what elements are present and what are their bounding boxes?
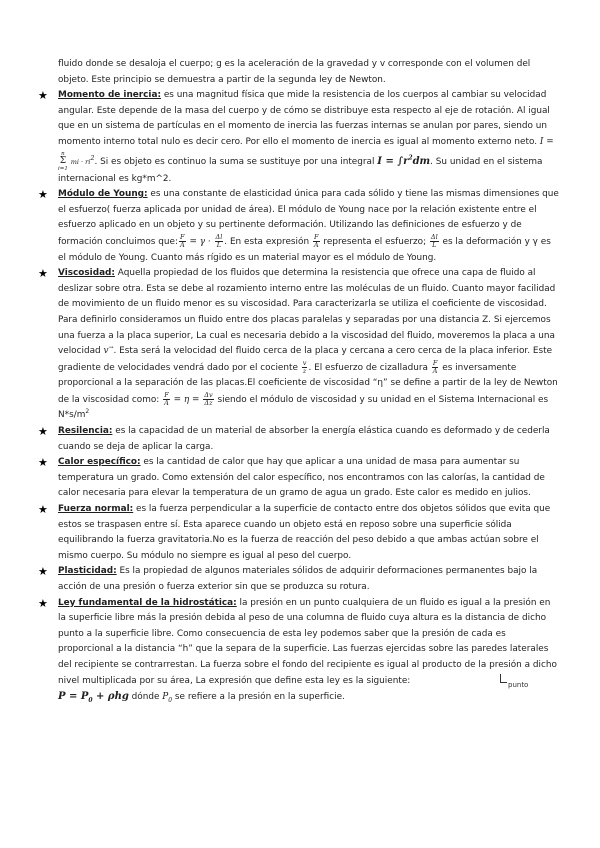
star-bullet-icon: ★ xyxy=(38,503,48,517)
term-heading: Resilencia: xyxy=(58,426,113,437)
list-item: ★ Fuerza normal: es la fuerza perpendicular a la superficie de contacto entre dos objetos sólidos que evita que estos se traspasen entre sí. Esta aparece cuando un objeto está en reposo sobre una superficie sólida equilibrando la fuerza gravitatoria.No es la fuerza de reacción del peso debido a que ambas actúan sobre el mismo cuerpo. Su módulo no siempre es igual al peso del cuerpo. xyxy=(38,503,551,561)
formula-inertia: I = n Σ i=1 mi · $ri^2$ xyxy=(58,136,554,172)
star-bullet-icon: ★ xyxy=(38,425,48,439)
list-item: ★ Ley fundamental de la hidrostática: la presión en un punto cualquiera de un fluido es igual a la presión en la superficie libre más la presión debida al peso de una columna de fluido cuya altura es la distancia de dicho punto a la superficie libre. Como consecuencia de esta ley podemos saber que la presión de cada es proporcional a la distancia “h” que la separa de la superficie. Las fuerzas ejercidas sobre las paredes laterales del recipiente se contrarrestan. La fuerza sobre el fondo del recipiente es igual al producto de la presión a dicho nivel multiplicada por su área, La expresión que define esta ley es la siguiente: $P = P_0 + \rho hg$ dónde $P_0$ se refiere a la presión en la superficie. xyxy=(38,596,557,705)
summation-symbol: n Σ i=1 xyxy=(58,150,68,172)
handwritten-annotation: punto xyxy=(508,681,529,689)
fraction: $\frac{F}{A}$ xyxy=(313,232,319,249)
term-heading: Módulo de Young: xyxy=(58,189,148,200)
definition-list xyxy=(38,88,560,706)
fraction: $\frac{F}{A}$ xyxy=(179,232,185,249)
star-bullet-icon: ★ xyxy=(38,188,48,202)
list-item: ★ Calor específico: es la cantidad de calor que hay que aplicar a una unidad de masa para aumentar su temperatura un grado. Como extensión del calor específico, nos encontramos con las calorías, la cantidad de calor necesaria para elevar la temperatura de un gramo de agua un grado. Este calor es medido en julios. xyxy=(38,456,545,499)
term-heading: Calor específico: xyxy=(58,457,141,468)
term-heading: Momento de inercia: xyxy=(58,90,162,101)
intro-paragraph: fluido donde se desaloja el cuerpo; g es la aceleración de la gravedad y v corresponde con el volumen del objeto. Este principio se demuestra a partir de la segunda ley de Newton. xyxy=(58,59,531,85)
fraction: $\frac{\Delta v}{\Delta z}$ xyxy=(204,390,213,407)
list-item: ★ Módulo de Young: es una constante de elasticidad única para cada sólido y tiene las mismas dimensiones que el esfuerzo( fuerza aplicada por unidad de área). El módulo de Young nace por la relación existente entre el esfuerzo aplicado en un objeto y su pertinente deformación. Utilizando las definiciones de esfuerzo y de formación concluimos que: $\frac{F}{A}$ = γ · $\frac{\Delta l}{L}$ . En esta expresión $\frac{F}{A}$ representa el esfuerzo; $\frac{\Delta l}{L}$ es la deformación y γ es el módulo de Young. Cuanto más rígido es un material mayor es el módulo de Young. xyxy=(38,188,559,263)
term-heading: Fuerza normal: xyxy=(58,504,134,515)
star-bullet-icon: ★ xyxy=(38,565,48,579)
fraction: $\frac{\Delta l}{L}$ xyxy=(430,232,438,249)
term-heading: Viscosidad: xyxy=(58,268,115,279)
list-item: ★ Momento de inercia: es una magnitud física que mide la resistencia de los cuerpos al cambiar su velocidad angular. Este depende de la masa del cuerpo y de cómo se distribuye esta respecto al eje de rotación. Al igual que en un sistema de partículas en el momento de inercia las fuerzas internas se anulan por pares, siendo un momento interno total nulo es decir cero. Por ello el momento de inercia es igual al momento externo neto. I = n Σ i=1 mi · $ri^2$. Si es objeto es continuo la suma se sustituye por una integral $I = \int r^2dm$. Su unidad en el sistema internacional es kg*m^2. xyxy=(38,89,554,184)
fraction: $\frac{F}{A}$ xyxy=(164,390,169,407)
list-item: ★ Viscosidad: Aquella propiedad de los fluidos que determina la resistencia que ofrece una capa de fluido al deslizar sobre otra. Esta se debe al rozamiento interno entre las moléculas de un fluido. Cuanto mayor facilidad de movimiento de un fluido menor es su viscosidad. Para caracterizarla se utiliza el coeficiente de viscosidad. Para definirlo consideramos un fluido entre dos placas paralelas y separadas por una distancia Z. Si ejercemos una fuerza a la placa superior, La cual es necesaria debido a la viscosidad del fluido, moveremos la placa a una velocidad v→. Esta será la velocidad del fluido cerca de la placa y cercana a cero cerca de la placa inferior. Este gradiente de velocidades vendrá dado por el cociente $\frac{v}{z}$ . El esfuerzo de cizalladura $\frac{F}{A}$ es inversamente proporcional a la separación de las placas.El coeficiente de viscosidad “η” se define a partir de la ley de Newton de la viscosidad como: $\frac{F}{A}$ = η = $\frac{\Delta v}{\Delta z}$ siendo el módulo de viscosidad y su unidad en el Sistema Internacional es $N*s/m^2$ xyxy=(38,267,558,421)
star-bullet-icon: ★ xyxy=(38,89,48,103)
handwritten-hook-mark xyxy=(500,674,507,683)
star-bullet-icon: ★ xyxy=(38,456,48,470)
list-item: ★ Resilencia: es la capacidad de un material de absorber la energía elástica cuando es deformado y de cederla cuando se deja de aplicar la carga. xyxy=(38,425,550,452)
formula-integral: $I = \int r^2dm$ xyxy=(377,154,431,167)
velocity-symbol: v→ xyxy=(103,344,114,357)
list-item: ★ Plasticidad: Es la propiedad de algunos materiales sólidos de adquirir deformaciones permanentes bajo la acción de una presión o fuerza exterior sin que se produzca su rotura. xyxy=(38,565,538,592)
fraction: $\frac{\Delta l}{L}$ xyxy=(215,232,223,249)
fraction: $\frac{v}{z}$ xyxy=(302,358,307,375)
term-heading: Ley fundamental de la hidrostática: xyxy=(58,597,237,608)
fraction: $\frac{F}{A}$ xyxy=(432,358,438,375)
formula-hydrostatic: $P = P_0 + \rho hg$ xyxy=(58,691,129,705)
formula-p0: $P_0$ xyxy=(162,692,173,704)
star-bullet-icon: ★ xyxy=(38,596,48,610)
star-bullet-icon: ★ xyxy=(38,267,48,281)
term-heading: Plasticidad: xyxy=(58,566,117,577)
